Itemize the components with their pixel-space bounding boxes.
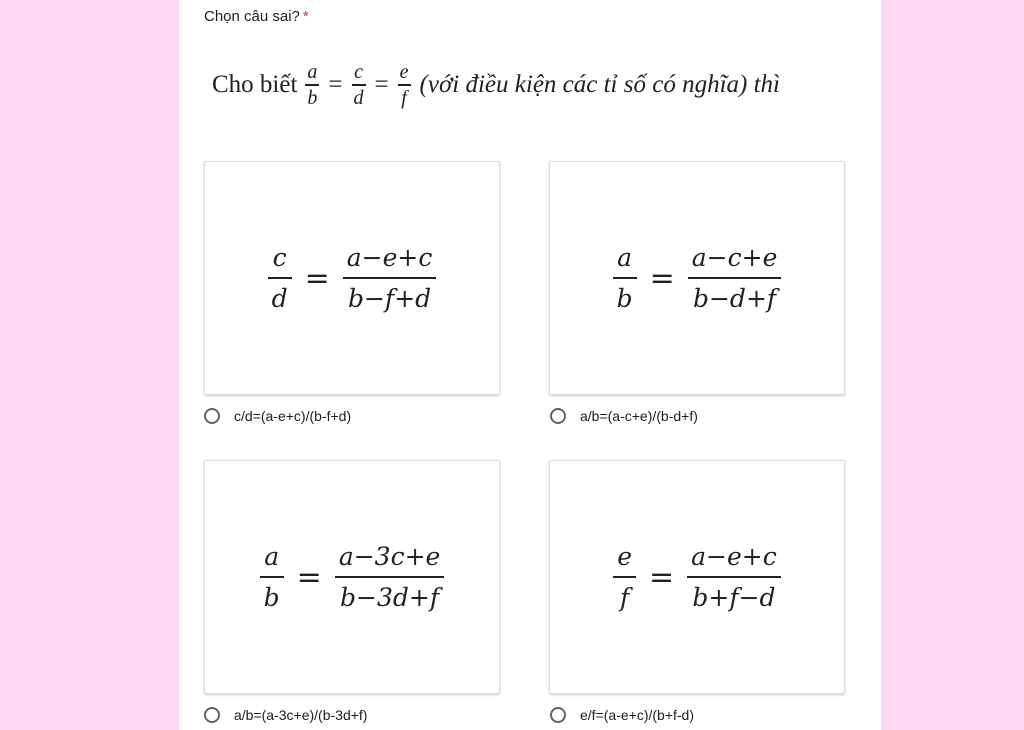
fraction-denominator: b+f−d [692,583,776,612]
question-text: Chọn câu sai? [204,8,300,25]
equals-sign: = [374,70,389,98]
prompt-prefix: Cho biết [212,70,298,98]
formula-lhs-fraction [260,542,284,612]
fraction-numerator: a [264,542,280,571]
fraction-numerator: e [399,61,409,83]
question-prompt [212,62,872,108]
fraction-bar [613,576,636,578]
option-formula [610,243,785,313]
option-image-card[interactable] [549,161,845,395]
option-label: c/d=(a-e+c)/(b-f+d) [234,408,352,424]
fraction-numerator: a−e+c [691,542,777,571]
option-image-card[interactable] [204,460,500,694]
fraction-denominator: d [353,86,364,109]
radio-button[interactable] [204,408,220,424]
option-formula [265,243,440,313]
option-choice[interactable] [550,408,698,424]
radio-button[interactable] [204,707,220,723]
fraction-bar [305,84,319,86]
option-image-card[interactable] [204,161,500,395]
equals-sign: = [296,559,322,595]
equals-sign: = [649,559,675,595]
option-label: a/b=(a-3c+e)/(b-3d+f) [234,707,368,723]
formula-rhs-fraction [343,243,437,313]
option-choice[interactable] [204,707,367,723]
fraction-bar [268,277,292,279]
fraction-numerator: a [307,61,318,83]
fraction-numerator: c [272,243,287,272]
radio-button[interactable] [550,707,566,723]
fraction-numerator: a [617,243,633,272]
prompt-fraction-c-d [352,62,366,108]
fraction-bar [688,277,782,279]
prompt-fraction-e-f [398,62,411,108]
fraction-bar [613,277,637,279]
option-formula [610,542,784,612]
option-label: e/f=(a-e+c)/(b+f-d) [580,707,694,723]
formula-lhs-fraction [613,243,637,313]
fraction-bar [335,576,445,578]
fraction-denominator: b−f+d [347,284,432,313]
option-label: a/b=(a-c+e)/(b-d+f) [580,408,698,424]
fraction-numerator: a−e+c [346,243,433,272]
formula-lhs-fraction [268,243,292,313]
fraction-denominator: f [619,583,630,612]
fraction-bar [687,576,781,578]
formula-rhs-fraction [688,243,782,313]
fraction-bar [343,277,437,279]
fraction-numerator: a−c+e [691,243,778,272]
fraction-bar [260,576,284,578]
equals-sign: = [328,70,343,98]
fraction-numerator: a−3c+e [338,542,441,571]
option-choice[interactable] [204,408,351,424]
formula-rhs-fraction [687,542,781,612]
fraction-denominator: b−d+f [692,284,777,313]
fraction-denominator: b [263,583,280,612]
required-asterisk: * [302,8,309,25]
question-title [204,8,309,25]
equals-sign: = [649,260,675,296]
equals-sign: = [304,260,330,296]
option-image-card[interactable] [549,460,845,694]
fraction-denominator: b [307,86,318,109]
fraction-bar [352,84,366,86]
fraction-denominator: d [271,284,288,313]
prompt-fraction-a-b [305,62,319,108]
radio-button[interactable] [550,408,566,424]
formula-rhs-fraction [335,542,445,612]
fraction-denominator: b [616,284,633,313]
prompt-suffix: (với điều kiện các tỉ số có nghĩa) thì [419,70,780,98]
fraction-bar [398,84,411,86]
option-choice[interactable] [550,707,694,723]
fraction-numerator: c [354,61,363,83]
fraction-denominator: b−3d+f [340,583,440,612]
fraction-denominator: f [401,86,407,109]
form-panel [179,0,881,730]
fraction-numerator: e [617,542,633,571]
formula-lhs-fraction [613,542,636,612]
option-formula [257,542,448,612]
